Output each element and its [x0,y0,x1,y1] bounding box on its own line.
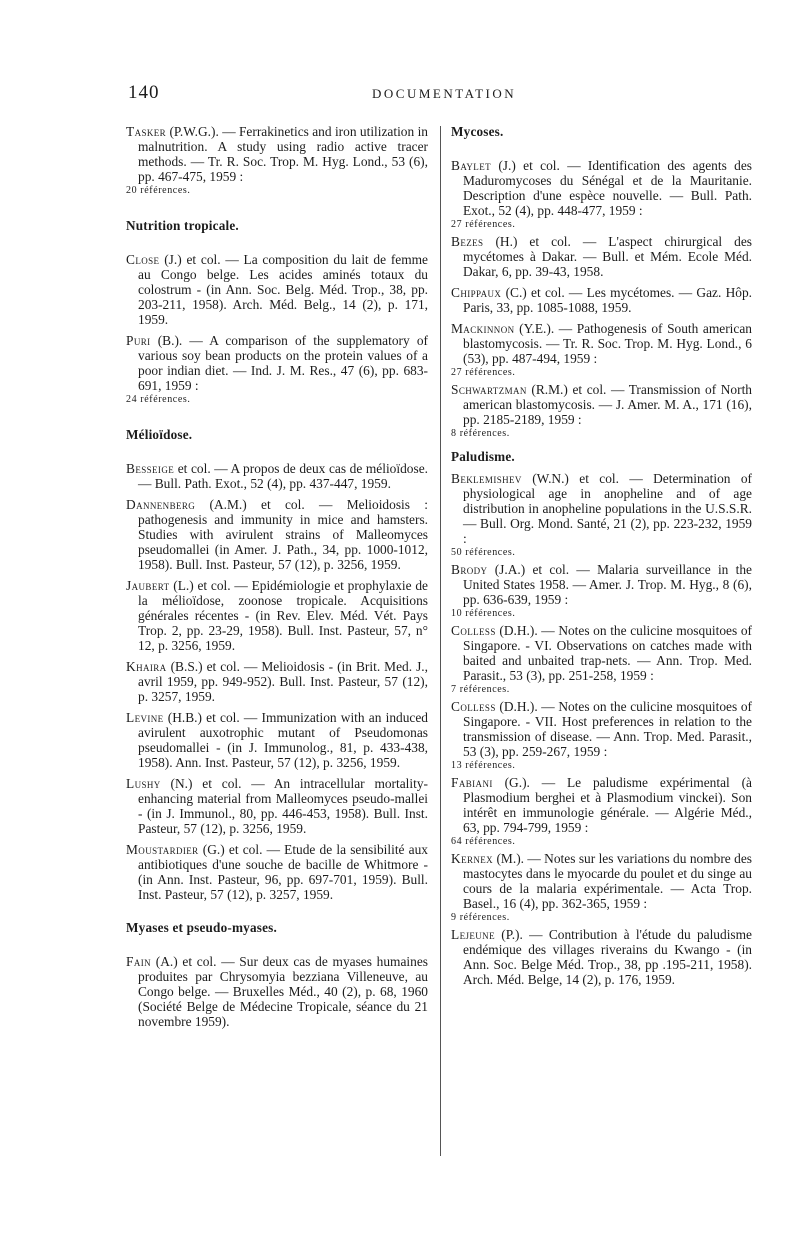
reference-entry [451,775,752,835]
reference-count: 10 références. [451,608,516,619]
entry-text: (N.) et col. — An intracellular mortality-enhancing material from Malleomyces pseudo-mallei - (in J. Immunol., 80, pp. 446-453, 1958). Bull. Inst. Pasteur, 57 (12), p. 3256, 1959. [138,776,428,836]
entry-text: (P.W.G.). — Ferrakinetics and iron utilization in malnutrition. A study using radio active tracer methods. — Tr. R. Soc. Trop. M. Hyg. Lond., 53 (6), pp. 467-475, 1959 : [138,124,428,184]
entry-text: (R.M.) et col. — Transmission of North american blastomycosis. — J. Amer. M. A., 171 (16), pp. 2185-2189, 1959 : [463,382,752,427]
reference-entry [451,927,752,987]
author-name: Puri [126,333,151,348]
entry-text: (L.) et col. — Epidémiologie et prophylaxie de la mélioïdose, zoonose tropicale. Acquisitions générales récentes - (in Rev. Elev. Méd. Vét. Pays Trop. 2, pp. 23-29, 1958). Bull. Inst. Pasteur, 57, n° 12, p. 3256, 1959. [138,578,428,653]
author-name: Schwartzman [451,382,527,397]
reference-entry [126,659,428,704]
entry-text: (H.) et col. — L'aspect chirurgical des mycétomes à Dakar. — Bull. et Mém. Ecole Méd. Dakar, 6, pp. 39-43, 1958. [463,234,752,279]
section-heading: Mélioïdose. [126,427,193,442]
reference-count: 64 références. [451,836,516,847]
entry-text: (P.). — Contribution à l'étude du paludisme endémique des villages riverains du Kwango - (in Ann. Soc. Belge Méd. Trop., 38, pp .195-211, 1958). Arch. Méd. Belge, 14 (2), p. 176, 1959. [463,927,752,987]
author-name: Colless [451,623,496,638]
author-name: Fabiani [451,775,493,790]
reference-entry [451,382,752,427]
reference-entry [451,234,752,279]
reference-entry [126,842,428,902]
running-title: DOCUMENTATION [372,86,517,101]
reference-entry [451,623,752,683]
left-column [126,124,428,1029]
reference-count: 7 références. [451,684,510,695]
reference-count: 27 références. [451,367,516,378]
entry-text: (A.M.) et col. — Melioidosis : pathogenesis and immunity in mice and hamsters. Studies with avirulent strains of Malleomyces pseudomallei (in Amer. J. Path., 34, pp. 1000-1012, 1958). Bull. Inst. Pasteur, 57 (12), p. 3256, 1959. [138,497,428,572]
author-name: Jaubert [126,578,170,593]
author-name: Chippaux [451,285,502,300]
author-name: Lushy [126,776,161,791]
reference-count: 8 références. [451,428,510,439]
author-name: Kernex [451,851,494,866]
author-name: Levine [126,710,164,725]
reference-entry [451,158,752,218]
author-name: Baylet [451,158,491,173]
entry-text: (J.) et col. — Identification des agents des Maduromycoses du Sénégal et de la Mauritanie. Description d'une espèce nouvelle. — Bull. Path. Exot., 52 (4), pp. 448-477, 1959 : [463,158,752,218]
entry-text: (B.S.) et col. — Melioidosis - (in Brit. Med. J., avril 1959, pp. 949-952). Bull. Inst. Pasteur, 57 (12), p. 3257, 1959. [138,659,428,704]
reference-count: 13 références. [451,760,516,771]
reference-count: 9 références. [451,912,510,923]
reference-entry [126,333,428,393]
reference-entry [451,285,752,315]
reference-entry [126,461,428,491]
entry-text: (D.H.). — Notes on the culicine mosquitoes of Singapore. - VI. Observations on catches made with baited and unbaited trap-nets. — Ann. Trop. Med. Parasit., 53 (3), pp. 251-258, 1959 : [463,623,752,683]
author-name: Moustardier [126,842,199,857]
entry-text: (G.) et col. — Etude de la sensibilité aux antibiotiques d'une souche de bacille de Whitmore - (in Ann. Inst. Pasteur, 96, pp. 697-701, 1959). Bull. Inst. Pasteur, 57 (12), p. 3257, 1959. [138,842,428,902]
reference-count: 27 références. [451,219,516,230]
author-name: Bezes [451,234,484,249]
reference-entry [126,776,428,836]
reference-count: 20 références. [126,185,191,196]
author-name: Beklemishev [451,471,522,486]
author-name: Dannenberg [126,497,196,512]
section-heading: Mycoses. [451,124,504,139]
right-column [451,124,752,987]
reference-entry [451,321,752,366]
reference-entry [126,578,428,653]
section-heading: Paludisme. [451,449,515,464]
entry-text: (J.A.) et col. — Malaria surveillance in the United States 1958. — Amer. J. Trop. M. Hyg., 8 (6), pp. 636-639, 1959 : [463,562,752,607]
entry-text: (G.). — Le paludisme expérimental (à Plasmodium berghei et à Plasmodium vinckei). Son intérêt en immunologie générale. — Algérie Méd., 63, pp. 794-799, 1959 : [463,775,752,835]
entry-text: (B.). — A comparison of the supplematory of various soy bean products on the protein values of a poor indian diet. — Ind. J. M. Res., 47 (6), pp. 683-691, 1959 : [138,333,428,393]
section-heading: Nutrition tropicale. [126,218,239,233]
entry-text: (C.) et col. — Les mycétomes. — Gaz. Hôp. Paris, 33, pp. 1085-1088, 1959. [463,285,752,315]
reference-entry [126,497,428,572]
entry-text: (J.) et col. — La composition du lait de femme au Congo belge. Les acides aminés totaux du colostrum - (in Ann. Soc. Belg. Méd. Trop., 38, pp. 203-211, 1958). Arch. Méd. Belg., 14 (2), p. 171, 1959. [138,252,428,327]
author-name: Tasker [126,124,167,139]
author-name: Close [126,252,160,267]
reference-count: 50 références. [451,547,516,558]
reference-entry [126,710,428,770]
entry-text: (H.B.) et col. — Immunization with an induced avirulent auxotrophic mutant of Pseudomonas pseudomallei - (in J. Immunolog., 81, p. 433-438, 1958). Ann. Inst. Pasteur, 57 (12), p. 3256, 1959. [138,710,428,770]
reference-entry [126,252,428,327]
column-divider [440,126,441,1156]
author-name: Mackinnon [451,321,515,336]
entry-text: (Y.E.). — Pathogenesis of South american blastomycosis. — Tr. R. Soc. Trop. M. Hyg. Lond., 6 (53), pp. 487-494, 1959 : [463,321,752,366]
reference-entry [126,954,428,1029]
reference-count: 24 références. [126,394,191,405]
reference-entry [451,562,752,607]
reference-entry [451,699,752,759]
entry-text: (M.). — Notes sur les variations du nombre des mastocytes dans le myocarde du poulet et du singe au cours de la malaria expérimentale. — Acta Trop. Basel., 16 (4), pp. 362-365, 1959 : [463,851,752,911]
section-heading: Myases et pseudo-myases. [126,920,277,935]
reference-entry [451,471,752,546]
author-name: Besseige [126,461,175,476]
page-number: 140 [128,82,160,103]
author-name: Fain [126,954,152,969]
author-name: Khaira [126,659,167,674]
author-name: Brody [451,562,488,577]
entry-text: (W.N.) et col. — Determination of physiological age in anopheline and of age distribution in anopheline populations in the U.S.S.R. — Bull. Org. Mond. Santé, 21 (2), pp. 223-232, 1959 : [463,471,752,546]
reference-entry [126,124,428,184]
entry-text: (A.) et col. — Sur deux cas de myases humaines produites par Chrysomyia bezziana Villeneuve, au Congo belge. — Bruxelles Méd., 40 (2), p. 68, 1960 (Société Belge de Médecine Tropicale, séance du 21 novembre 1959). [138,954,428,1029]
author-name: Colless [451,699,496,714]
reference-entry [451,851,752,911]
entry-text: (D.H.). — Notes on the culicine mosquitoes of Singapore. - VII. Host preferences in relation to the transmission of disease. — Ann. Trop. Med. Parasit., 53 (3), pp. 259-267, 1959 : [463,699,752,759]
author-name: Lejeune [451,927,495,942]
entry-text: et col. — A propos de deux cas de mélioïdose. — Bull. Path. Exot., 52 (4), pp. 437-447, 1959. [138,461,428,491]
